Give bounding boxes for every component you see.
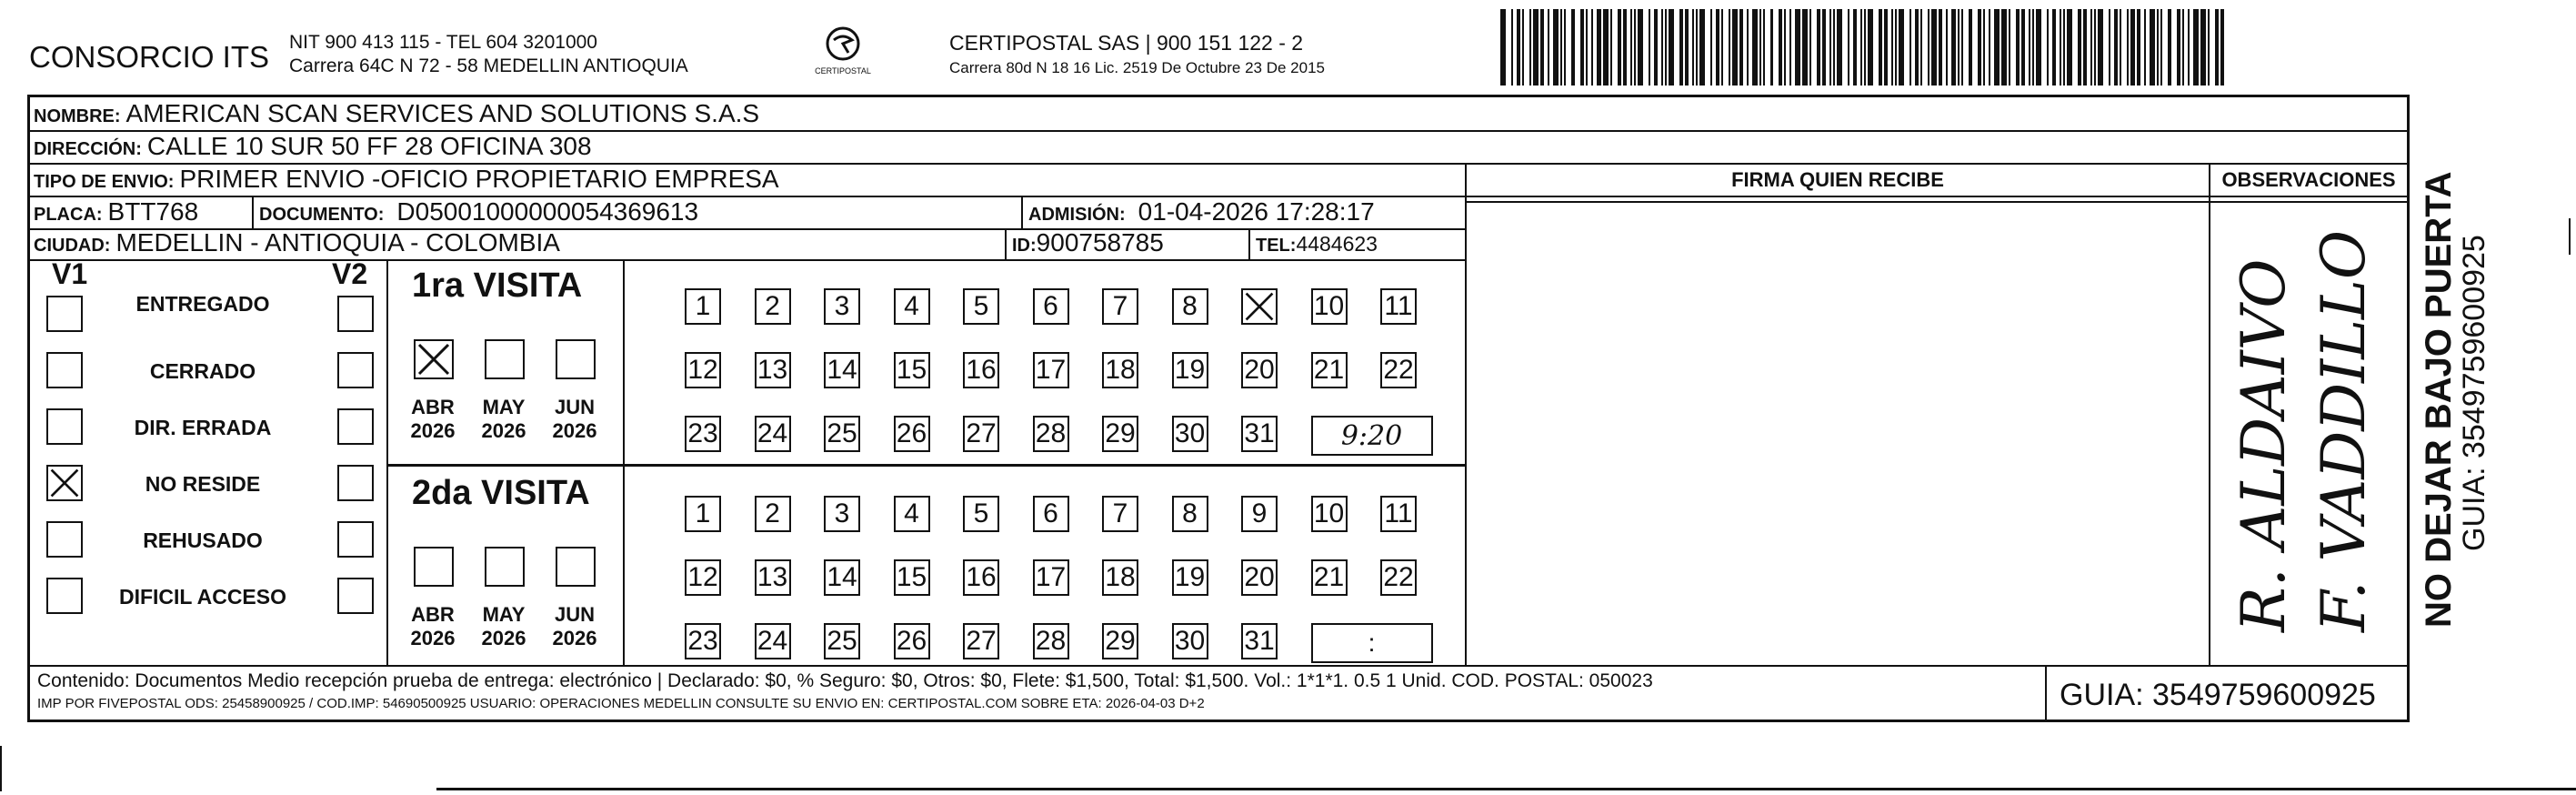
edge-mark xyxy=(2569,218,2571,255)
barcode-bar xyxy=(1868,9,1873,86)
first-visit-day-24[interactable]: 24 xyxy=(755,416,791,452)
barcode-bar xyxy=(1591,9,1593,86)
handwritten-note-1: R. ALDAIVO xyxy=(2229,258,2299,632)
company-name: CONSORCIO ITS xyxy=(29,40,270,74)
direccion-label: DIRECCIÓN: xyxy=(34,139,142,159)
id-value: 900758785 xyxy=(1036,228,1164,257)
placa-label: PLACA: xyxy=(34,205,103,225)
first-visit-day-27[interactable]: 27 xyxy=(963,416,999,452)
barcode-bar xyxy=(1928,9,1929,86)
barcode-bar xyxy=(1770,9,1774,86)
second-visit-day-2[interactable]: 2 xyxy=(755,496,791,532)
barcode-bar xyxy=(1931,9,1937,86)
second-visit-day-31[interactable]: 31 xyxy=(1241,623,1278,659)
first-visit-day-3[interactable]: 3 xyxy=(824,288,860,325)
signature-area[interactable] xyxy=(1468,205,2207,663)
barcode-bar xyxy=(1829,9,1831,86)
barcode-bar xyxy=(2144,9,2146,86)
barcode-bar xyxy=(2029,9,2030,86)
certipostal-address: Carrera 80d N 18 16 Lic. 2519 De Octubre 23 De 2015 xyxy=(949,59,1325,76)
second-visit-day-27[interactable]: 27 xyxy=(963,623,999,659)
barcode-bar xyxy=(2009,9,2010,86)
barcode-bar xyxy=(1732,9,1738,86)
status-label: REHUSADO xyxy=(143,528,263,552)
first-visit-day-28[interactable]: 28 xyxy=(1033,416,1069,452)
side-guia: GUIA: 3549759600925 xyxy=(2457,235,2491,551)
status-label: DIFICIL ACCESO xyxy=(118,585,286,609)
barcode-bar xyxy=(2150,9,2155,86)
barcode-bar xyxy=(1553,9,1559,86)
barcode-bar xyxy=(1669,9,1674,86)
first-visit-day-31[interactable]: 31 xyxy=(1241,416,1278,452)
barcode-bar xyxy=(1560,9,1562,86)
v2-checkbox-no-reside[interactable] xyxy=(337,465,374,501)
barcode-bar xyxy=(1540,9,1544,86)
barcode-bar xyxy=(1989,9,1990,86)
barcode-bar xyxy=(1630,9,1632,86)
second-visit-day-13[interactable]: 13 xyxy=(755,559,791,596)
barcode-bar xyxy=(1564,9,1566,86)
first-visit-day-12[interactable]: 12 xyxy=(685,352,721,388)
v2-checkbox-entregado[interactable] xyxy=(337,296,374,332)
status-label: CERRADO xyxy=(149,359,256,383)
barcode-bar xyxy=(2001,9,2007,86)
barcode-bar xyxy=(1759,9,1761,86)
footer-guia: GUIA: 3549759600925 xyxy=(2060,678,2376,712)
observaciones-area[interactable] xyxy=(2210,205,2407,663)
barcode-bar xyxy=(1634,9,1636,86)
first-visit-time[interactable]: 9:20 xyxy=(1311,416,1433,456)
barcode-bar xyxy=(1763,9,1765,86)
admision-label: ADMISIÓN: xyxy=(1028,205,1126,225)
first-visit-day-1[interactable]: 1 xyxy=(685,288,721,325)
status-label: ENTREGADO xyxy=(135,292,270,316)
barcode-bar xyxy=(1721,9,1723,86)
edge-mark xyxy=(0,746,2,791)
barcode-bar xyxy=(1752,9,1758,86)
second-visit-day-22[interactable]: 22 xyxy=(1380,559,1417,596)
barcode-bar xyxy=(1696,9,1698,86)
barcode-bar xyxy=(1848,9,1849,86)
first-visit-day-5[interactable]: 5 xyxy=(963,288,999,325)
firma-header: FIRMA QUIEN RECIBE xyxy=(1731,168,1944,191)
barcode-bar xyxy=(2220,9,2224,86)
barcode-bar xyxy=(1661,9,1663,86)
v2-checkbox-dir-errada[interactable] xyxy=(337,408,374,445)
second-visit-day-23[interactable]: 23 xyxy=(685,623,721,659)
month-label: MAY 2026 xyxy=(481,396,526,442)
barcode-bar xyxy=(2193,9,2199,86)
footer-contents: Contenido: Documentos Medio recepción prueba de entrega: electrónico | Declarado: $0, % Seguro: $0, Otros: $0, Flete: $1,500, Total: $1,500. Vol.: 1*1*1. 0.5 1 Unid. COD. POSTAL: 050023 xyxy=(37,670,1653,691)
first-visit-day-8[interactable]: 8 xyxy=(1172,288,1208,325)
delivery-form xyxy=(27,95,2410,722)
first-visit-day-18[interactable]: 18 xyxy=(1102,352,1138,388)
barcode-bar xyxy=(1623,9,1627,86)
barcode-bar xyxy=(1853,9,1857,86)
barcode-bar xyxy=(1915,9,1919,86)
v1-checkbox-entregado[interactable] xyxy=(46,296,83,332)
second-visit-day-9[interactable]: 9 xyxy=(1241,496,1278,532)
first-visit-day-14[interactable]: 14 xyxy=(824,352,860,388)
barcode-bar xyxy=(2208,9,2210,86)
barcode-bar xyxy=(1837,9,1842,86)
barcode-bar xyxy=(2083,9,2087,86)
second-visit-day-25[interactable]: 25 xyxy=(824,623,860,659)
barcode-bar xyxy=(1822,9,1826,86)
nombre-label: NOMBRE: xyxy=(34,106,121,126)
barcode-bar xyxy=(1802,9,1808,86)
second-visit-day-7[interactable]: 7 xyxy=(1102,496,1138,532)
barcode-bar xyxy=(1716,9,1719,86)
month-label: ABR 2026 xyxy=(410,396,456,442)
tipo-envio-label: TIPO DE ENVIO: xyxy=(34,172,175,192)
second-visit-day-12[interactable]: 12 xyxy=(685,559,721,596)
documento-value: D05001000000054369613 xyxy=(396,197,699,226)
barcode-bar xyxy=(2127,9,2129,86)
company-address: Carrera 64C N 72 - 58 MEDELLIN ANTIOQUIA xyxy=(289,55,688,76)
second-visit-day-28[interactable]: 28 xyxy=(1033,623,1069,659)
second-visit-day-19[interactable]: 19 xyxy=(1172,559,1208,596)
first-visit-title: 1ra VISITA xyxy=(412,267,583,305)
barcode-bar xyxy=(1654,9,1658,86)
v1-checkbox-rehusado[interactable] xyxy=(46,521,83,558)
first-visit-day-4[interactable]: 4 xyxy=(894,288,930,325)
barcode-bar xyxy=(1679,9,1683,86)
month-label: JUN 2026 xyxy=(552,396,597,442)
certipostal-logo-icon xyxy=(823,25,863,62)
barcode-bar xyxy=(2094,9,2096,86)
tel-label: TEL: xyxy=(1256,236,1297,256)
v2-checkbox-cerrado[interactable] xyxy=(337,352,374,388)
no-dejar-bajo-puerta: NO DEJAR BAJO PUERTA xyxy=(2419,171,2459,628)
first-visit-day-2[interactable]: 2 xyxy=(755,288,791,325)
barcode-bar xyxy=(1710,9,1712,86)
barcode-bar xyxy=(2157,9,2159,86)
v1-checkbox-dir-errada[interactable] xyxy=(46,408,83,445)
first-visit-day-15[interactable]: 15 xyxy=(894,352,930,388)
ciudad-value: MEDELLIN - ANTIOQUIA - COLOMBIA xyxy=(115,228,560,257)
v2-header: V2 xyxy=(332,257,368,290)
first-visit-month-may[interactable] xyxy=(485,339,525,379)
barcode-bar xyxy=(1920,9,1922,86)
barcode-bar xyxy=(1784,9,1786,86)
barcode-bar xyxy=(1833,9,1835,86)
first-visit-day-11[interactable]: 11 xyxy=(1380,288,1417,325)
status-label: NO RESIDE xyxy=(145,472,261,496)
barcode-bar xyxy=(1529,9,1531,86)
v1-checkbox-dificil-acceso[interactable] xyxy=(46,578,83,614)
certipostal-line: CERTIPOSTAL SAS | 900 151 122 - 2 xyxy=(949,31,1304,55)
first-visit-day-29[interactable]: 29 xyxy=(1102,416,1138,452)
second-visit-title: 2da VISITA xyxy=(412,474,590,512)
company-info xyxy=(289,31,688,78)
month-label: JUN 2026 xyxy=(552,603,597,649)
second-visit-month-may[interactable] xyxy=(485,547,525,587)
second-visit-day-21[interactable]: 21 xyxy=(1311,559,1348,596)
tipo-envio-value: PRIMER ENVIO -OFICIO PROPIETARIO EMPRESA xyxy=(179,165,779,193)
barcode-bar xyxy=(2109,9,2110,86)
certipostal-info xyxy=(949,31,1325,77)
barcode-bar xyxy=(1685,9,1689,86)
second-visit-month-abr[interactable] xyxy=(414,547,454,587)
barcode-bar xyxy=(2078,9,2081,86)
barcode-bar xyxy=(1649,9,1650,86)
documento-label: DOCUMENTO: xyxy=(259,205,385,225)
certipostal-logo xyxy=(811,25,875,75)
barcode-bar xyxy=(1983,9,1985,86)
v1-checkbox-cerrado[interactable] xyxy=(46,352,83,388)
second-visit-day-15[interactable]: 15 xyxy=(894,559,930,596)
second-visit-day-8[interactable]: 8 xyxy=(1172,496,1208,532)
barcode-bar xyxy=(1517,9,1520,86)
barcode-bar xyxy=(1789,9,1791,86)
barcode-bar xyxy=(1533,9,1539,86)
company-nit: NIT 900 413 115 - TEL 604 3201000 xyxy=(289,32,597,53)
first-visit-day-17[interactable]: 17 xyxy=(1033,352,1069,388)
nombre-value: AMERICAN SCAN SERVICES AND SOLUTIONS S.A.S xyxy=(125,99,760,127)
barcode-bar xyxy=(1500,9,1506,86)
second-visit-day-26[interactable]: 26 xyxy=(894,623,930,659)
first-visit-day-7[interactable]: 7 xyxy=(1102,288,1138,325)
barcode-bar xyxy=(1994,9,2000,86)
barcode-bar xyxy=(2067,9,2072,86)
barcode-bar xyxy=(1586,9,1588,86)
second-visit-day-30[interactable]: 30 xyxy=(1172,623,1208,659)
first-visit-day-16[interactable]: 16 xyxy=(963,352,999,388)
barcode-bar xyxy=(1899,9,1904,86)
barcode xyxy=(1500,9,2228,86)
first-visit-day-23[interactable]: 23 xyxy=(685,416,721,452)
v1-checkbox-no-reside[interactable] xyxy=(46,465,83,501)
second-visit-day-5[interactable]: 5 xyxy=(963,496,999,532)
barcode-bar xyxy=(1597,9,1602,86)
barcode-bar xyxy=(2200,9,2206,86)
barcode-bar xyxy=(2016,9,2020,86)
second-visit-day-10[interactable]: 10 xyxy=(1311,496,1348,532)
first-visit-day-6[interactable]: 6 xyxy=(1033,288,1069,325)
barcode-bar xyxy=(2130,9,2136,86)
status-label: DIR. ERRADA xyxy=(134,416,272,439)
v2-checkbox-dificil-acceso[interactable] xyxy=(337,578,374,614)
barcode-bar xyxy=(2047,9,2049,86)
barcode-bar xyxy=(2060,9,2061,86)
barcode-bar xyxy=(2168,9,2171,86)
barcode-bar xyxy=(1946,9,1948,86)
second-visit-day-17[interactable]: 17 xyxy=(1033,559,1069,596)
barcode-bar xyxy=(1809,9,1811,86)
second-visit-day-16[interactable]: 16 xyxy=(963,559,999,596)
bottom-edge-line xyxy=(436,788,2576,790)
first-visit-day-9[interactable] xyxy=(1241,288,1278,325)
footer-printed-by: IMP POR FIVEPOSTAL ODS: 25458900925 / COD.IMP: 54690500925 USUARIO: OPERACIONES MEDELLIN CONSULTE SU ENVIO EN: CERTIPOSTAL.COM SOBRE ETA: 2026-04-03 D+2 xyxy=(37,696,1205,711)
first-visit-day-10[interactable]: 10 xyxy=(1311,288,1348,325)
barcode-bar xyxy=(1522,9,1524,86)
month-label: ABR 2026 xyxy=(410,603,456,649)
second-visit-day-4[interactable]: 4 xyxy=(894,496,930,532)
barcode-bar xyxy=(1665,9,1667,86)
barcode-bar xyxy=(2036,9,2041,86)
barcode-bar xyxy=(1580,9,1584,86)
barcode-bar xyxy=(1610,9,1612,86)
barcode-bar xyxy=(1958,9,1960,86)
barcode-bar xyxy=(2052,9,2056,86)
barcode-bar xyxy=(1699,9,1705,86)
barcode-bar xyxy=(1779,9,1782,86)
barcode-bar xyxy=(1603,9,1609,86)
barcode-bar xyxy=(2177,9,2180,86)
tel-value: 4484623 xyxy=(1296,232,1378,256)
month-label: MAY 2026 xyxy=(481,603,526,649)
barcode-bar xyxy=(2021,9,2025,86)
barcode-bar xyxy=(1817,9,1820,86)
first-visit-day-26[interactable]: 26 xyxy=(894,416,930,452)
second-visit-day-14[interactable]: 14 xyxy=(824,559,860,596)
barcode-bar xyxy=(1860,9,1862,86)
second-visit-day-20[interactable]: 20 xyxy=(1241,559,1278,596)
barcode-bar xyxy=(1571,9,1575,86)
barcode-bar xyxy=(2098,9,2103,86)
barcode-bar xyxy=(1692,9,1694,86)
barcode-bar xyxy=(1961,9,1963,86)
first-visit-day-21[interactable]: 21 xyxy=(1311,352,1348,388)
handwritten-note-2: F. VADDILLO xyxy=(2309,230,2379,632)
logo-caption: CERTIPOSTAL xyxy=(815,66,871,75)
second-visit-day-11[interactable]: 11 xyxy=(1380,496,1417,532)
barcode-bar xyxy=(2090,9,2092,86)
second-visit-day-18[interactable]: 18 xyxy=(1102,559,1138,596)
barcode-bar xyxy=(1618,9,1621,86)
first-visit-day-22[interactable]: 22 xyxy=(1380,352,1417,388)
barcode-bar xyxy=(1909,9,1911,86)
first-visit-month-abr[interactable] xyxy=(414,339,454,379)
second-visit-day-29[interactable]: 29 xyxy=(1102,623,1138,659)
second-visit-day-6[interactable]: 6 xyxy=(1033,496,1069,532)
barcode-bar xyxy=(1511,9,1513,86)
id-label: ID: xyxy=(1012,236,1037,256)
barcode-bar xyxy=(1891,9,1893,86)
v1-header: V1 xyxy=(52,257,88,290)
barcode-bar xyxy=(1969,9,1972,86)
barcode-bar xyxy=(1739,9,1743,86)
second-visit-day-1[interactable]: 1 xyxy=(685,496,721,532)
first-visit-day-13[interactable]: 13 xyxy=(755,352,791,388)
first-visit-day-25[interactable]: 25 xyxy=(824,416,860,452)
observaciones-header: OBSERVACIONES xyxy=(2221,168,2396,191)
barcode-bar xyxy=(1879,9,1882,86)
barcode-bar xyxy=(1951,9,1957,86)
barcode-bar xyxy=(2063,9,2065,86)
barcode-bar xyxy=(2120,9,2121,86)
placa-value: BTT768 xyxy=(107,197,199,226)
first-visit-month-jun[interactable] xyxy=(556,339,596,379)
first-visit-day-30[interactable]: 30 xyxy=(1172,416,1208,452)
second-visit-day-24[interactable]: 24 xyxy=(755,623,791,659)
ciudad-label: CIUDAD: xyxy=(34,236,111,256)
first-visit-day-19[interactable]: 19 xyxy=(1172,352,1208,388)
direccion-value: CALLE 10 SUR 50 FF 28 OFICINA 308 xyxy=(146,132,592,160)
barcode-bar xyxy=(2032,9,2034,86)
barcode-bar xyxy=(2114,9,2118,86)
barcode-bar xyxy=(2188,9,2190,86)
barcode-bar xyxy=(1864,9,1866,86)
admision-value: 01-04-2026 17:28:17 xyxy=(1138,197,1375,226)
barcode-bar xyxy=(1895,9,1897,86)
barcode-bar xyxy=(1795,9,1800,86)
barcode-bar xyxy=(2160,9,2162,86)
second-visit-day-3[interactable]: 3 xyxy=(824,496,860,532)
barcode-bar xyxy=(2215,9,2219,86)
barcode-bar xyxy=(2182,9,2184,86)
v2-checkbox-rehusado[interactable] xyxy=(337,521,374,558)
second-visit-time[interactable]: : xyxy=(1311,623,1433,663)
barcode-bar xyxy=(1747,9,1749,86)
barcode-bar xyxy=(1548,9,1549,86)
first-visit-day-20[interactable]: 20 xyxy=(1241,352,1278,388)
barcode-bar xyxy=(1939,9,1942,86)
barcode-bar xyxy=(1884,9,1888,86)
barcode-bar xyxy=(1729,9,1730,86)
barcode-bar xyxy=(2137,9,2140,86)
second-visit-month-jun[interactable] xyxy=(556,547,596,587)
barcode-bar xyxy=(1978,9,1981,86)
barcode-bar xyxy=(1638,9,1643,86)
